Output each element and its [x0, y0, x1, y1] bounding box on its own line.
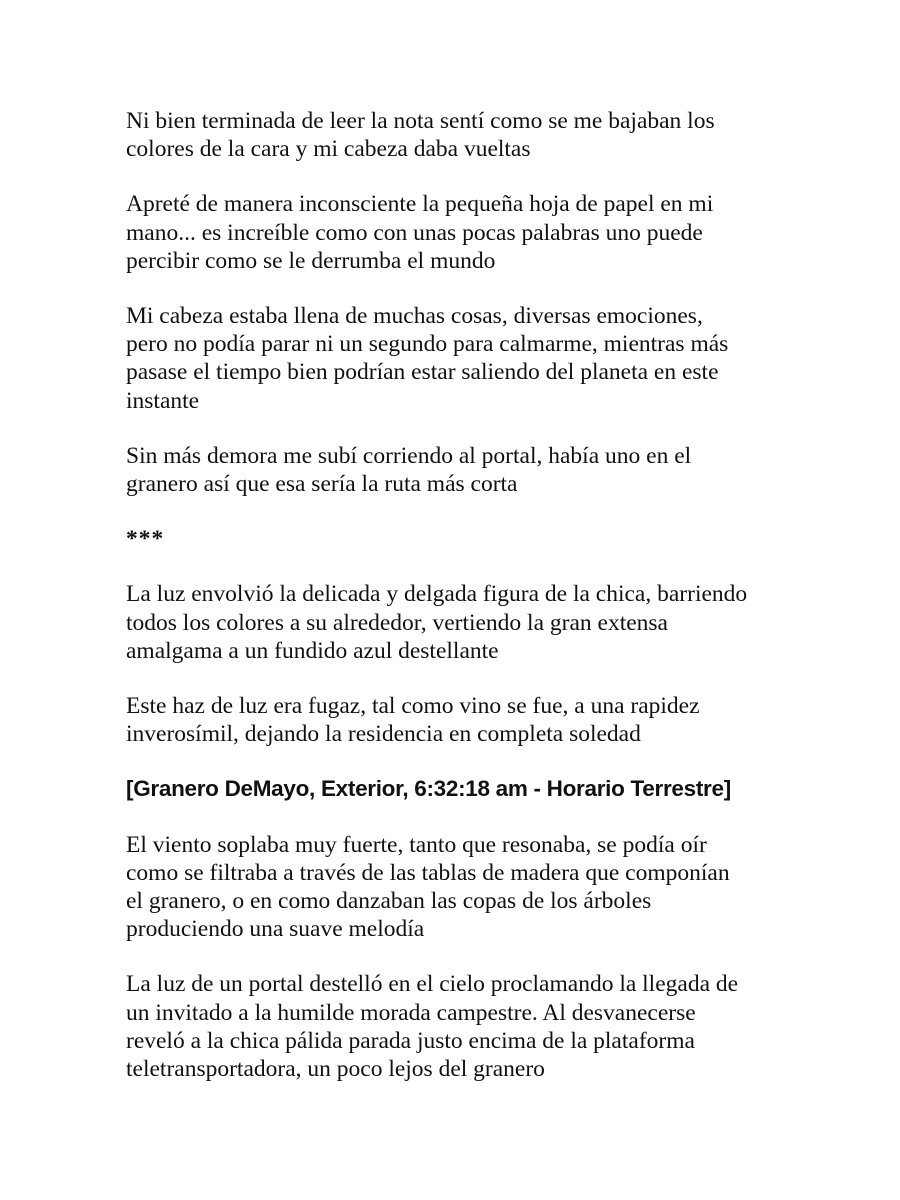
scene-heading: [Granero DeMayo, Exterior, 6:32:18 am - Horario Terrestre]: [126, 776, 731, 802]
paragraph-6: Este haz de luz era fugaz, tal como vino se fue, a una rapidez inverosímil, dejando la residencia en completa soledad: [126, 693, 700, 748]
paragraph-1: Ni bien terminada de leer la nota sentí como se me bajaban los colores de la cara y mi cabeza daba vueltas: [126, 108, 715, 163]
section-separator: ***: [126, 526, 165, 553]
paragraph-5: La luz envolvió la delicada y delgada figura de la chica, barriendo todos los colores a su alrededor, vertiendo la gran extensa amalgama a un fundido azul destellante: [126, 581, 748, 664]
paragraph-4: Sin más demora me subí corriendo al portal, había uno en el granero así que esa sería la ruta más corta: [126, 442, 692, 498]
paragraph-2: Apreté de manera inconsciente la pequeña hoja de papel en mi mano... es increíble como con unas pocas palabras uno puede percibir como se le derrumba el mundo: [126, 191, 714, 274]
paragraph-8: La luz de un portal destelló en el cielo proclamando la llegada de un invitado a la humilde morada campestre. Al desvanecerse reveló a la chica pálida parada justo encima de la plataforma teletransportadora, un poco lejos del granero: [126, 971, 739, 1083]
paragraph-7: El viento soplaba muy fuerte, tanto que resonaba, se podía oír como se filtraba a través de las tablas de madera que componían el granero, o en como danzaban las copas de los árboles produciendo una suave melodía: [126, 831, 730, 943]
paragraph-3: Mi cabeza estaba llena de muchas cosas, diversas emociones, pero no podía parar ni un segundo para calmarme, mientras más pasase el tiempo bien podrían estar saliendo del planeta en este instante: [126, 303, 729, 414]
document-page: [126, 107, 786, 1110]
